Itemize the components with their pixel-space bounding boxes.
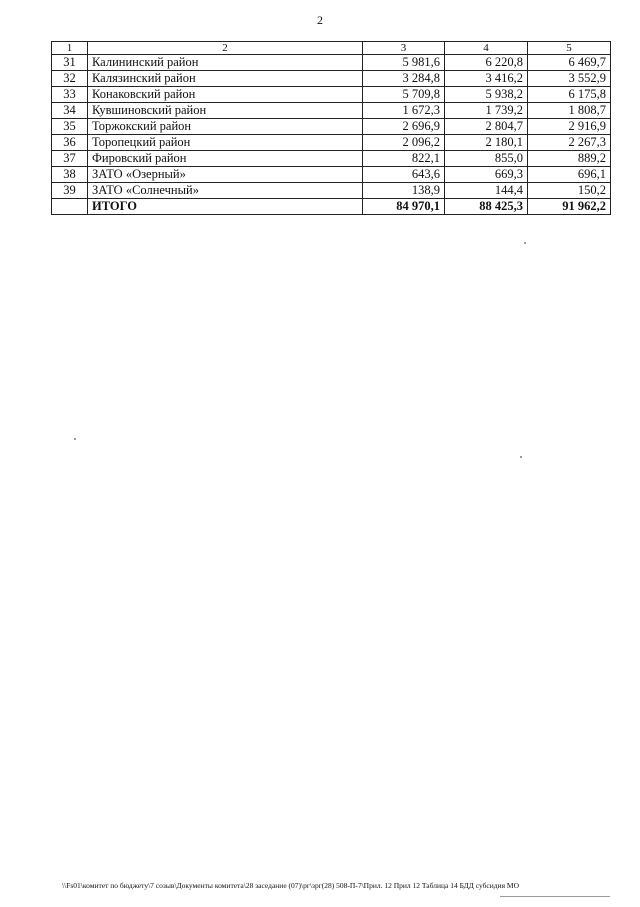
- district-name: Кувшиновский район: [88, 103, 363, 119]
- row-number: 38: [52, 167, 88, 183]
- column-header-1: 1: [52, 42, 88, 55]
- value-col-3: 822,1: [363, 151, 445, 167]
- value-col-4: 669,3: [445, 167, 528, 183]
- district-name: Калязинский район: [88, 71, 363, 87]
- row-number: 37: [52, 151, 88, 167]
- column-header-2: 2: [88, 42, 363, 55]
- district-name: Торопецкий район: [88, 135, 363, 151]
- district-name: ЗАТО «Солнечный»: [88, 183, 363, 199]
- total-col-3: 84 970,1: [363, 199, 445, 215]
- value-col-4: 855,0: [445, 151, 528, 167]
- district-name: Конаковский район: [88, 87, 363, 103]
- value-col-4: 2 180,1: [445, 135, 528, 151]
- scan-speck: [520, 456, 522, 458]
- value-col-5: 889,2: [528, 151, 611, 167]
- column-header-3: 3: [363, 42, 445, 55]
- table-row: [52, 87, 611, 103]
- district-name: Торжокский район: [88, 119, 363, 135]
- total-col-5: 91 962,2: [528, 199, 611, 215]
- value-col-5: 150,2: [528, 183, 611, 199]
- table-row: [52, 135, 611, 151]
- value-col-5: 3 552,9: [528, 71, 611, 87]
- table-row: [52, 119, 611, 135]
- row-number: 35: [52, 119, 88, 135]
- budget-table: [51, 41, 611, 215]
- value-col-3: 2 696,9: [363, 119, 445, 135]
- district-name: Фировский район: [88, 151, 363, 167]
- value-col-4: 1 739,2: [445, 103, 528, 119]
- table-row: [52, 183, 611, 199]
- value-col-3: 643,6: [363, 167, 445, 183]
- table-row: [52, 103, 611, 119]
- column-header-5: 5: [528, 42, 611, 55]
- value-col-5: 2 267,3: [528, 135, 611, 151]
- value-col-3: 2 096,2: [363, 135, 445, 151]
- row-number: 34: [52, 103, 88, 119]
- value-col-3: 138,9: [363, 183, 445, 199]
- row-number: 32: [52, 71, 88, 87]
- table-row: [52, 167, 611, 183]
- column-header-4: 4: [445, 42, 528, 55]
- row-number: 31: [52, 55, 88, 71]
- value-col-5: 6 469,7: [528, 55, 611, 71]
- value-col-4: 5 938,2: [445, 87, 528, 103]
- row-number: 39: [52, 183, 88, 199]
- value-col-5: 1 808,7: [528, 103, 611, 119]
- value-col-3: 5 709,8: [363, 87, 445, 103]
- page-number: 2: [317, 13, 323, 27]
- table-header-row: [52, 42, 611, 55]
- value-col-5: 2 916,9: [528, 119, 611, 135]
- row-number: 36: [52, 135, 88, 151]
- district-name: Калининский район: [88, 55, 363, 71]
- value-col-4: 144,4: [445, 183, 528, 199]
- scan-speck: [524, 242, 526, 244]
- value-col-3: 1 672,3: [363, 103, 445, 119]
- scan-speck: [500, 896, 610, 897]
- row-number: 33: [52, 87, 88, 103]
- table-row: [52, 151, 611, 167]
- district-name: ЗАТО «Озерный»: [88, 167, 363, 183]
- table-row: [52, 55, 611, 71]
- total-row: [52, 199, 611, 215]
- value-col-5: 696,1: [528, 167, 611, 183]
- value-col-3: 5 981,6: [363, 55, 445, 71]
- value-col-5: 6 175,8: [528, 87, 611, 103]
- total-label: ИТОГО: [88, 199, 363, 215]
- footer-file-path: \\Fs01\комитет по бюджету\7 созыв\Документы комитета\28 заседание (07)\рг\зрг(28) 508-П-7\Прил. 12 Прил 12 Таблица 14 БДД субсидия МО: [62, 881, 519, 890]
- total-col-4: 88 425,3: [445, 199, 528, 215]
- value-col-3: 3 284,8: [363, 71, 445, 87]
- value-col-4: 3 416,2: [445, 71, 528, 87]
- table-row: [52, 71, 611, 87]
- value-col-4: 6 220,8: [445, 55, 528, 71]
- value-col-4: 2 804,7: [445, 119, 528, 135]
- scan-speck: [74, 438, 76, 440]
- total-row-number: [52, 199, 88, 215]
